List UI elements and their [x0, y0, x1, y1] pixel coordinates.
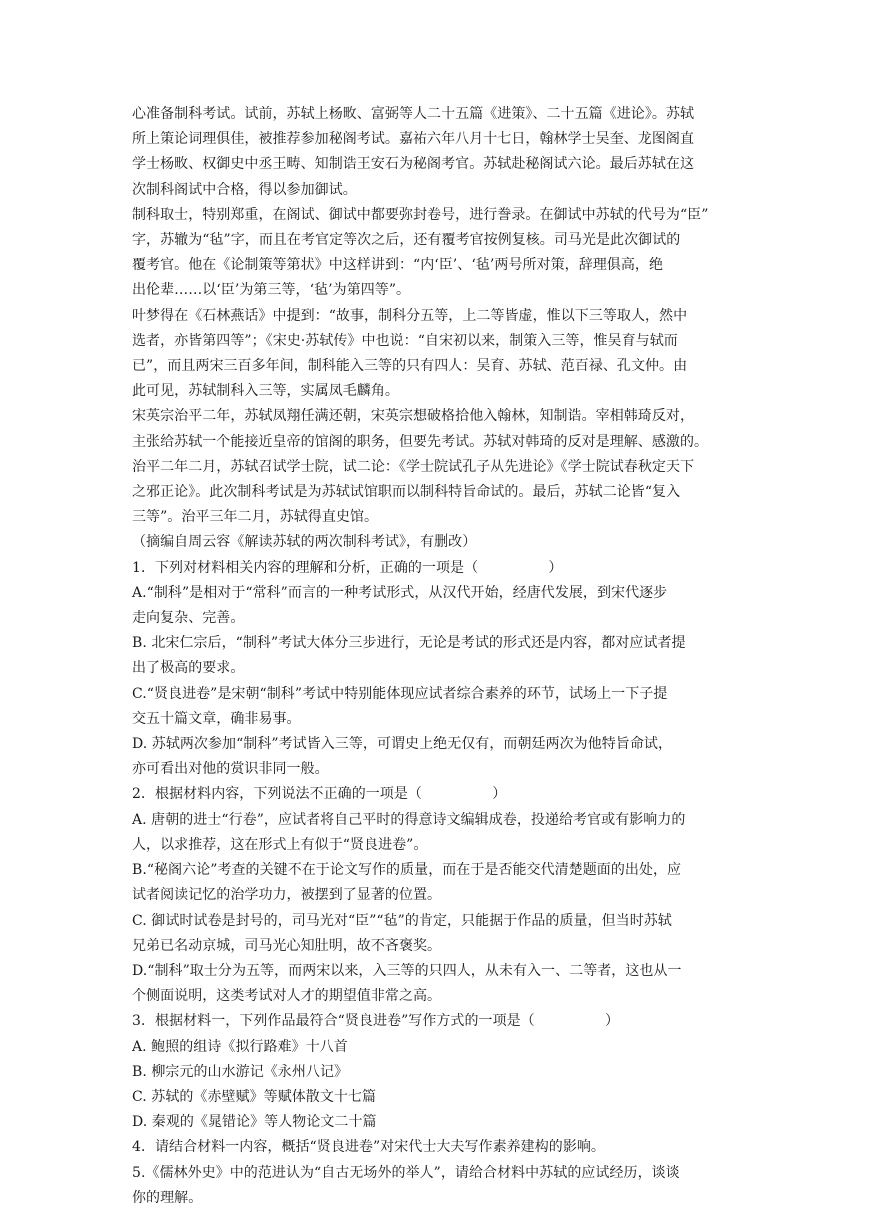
option-line: C. 御试时试卷是封号的，司马光对“臣”“毡”的肯定，只能据于作品的质量，但当时苏轼 — [132, 912, 672, 929]
option-line: B. 北宋仁宗后，“制科”考试大体分三步进行，无论是考试的形式还是内容，都对应试者提 — [132, 635, 686, 652]
option-line: B.“秘阁六论”考查的关键不在于论文写作的质量，而在于是否能交代清楚题面的出处，应 — [132, 862, 682, 879]
document-page — [132, 102, 737, 1211]
option-line: A. 鲍照的组诗《拟行路难》十八首 — [132, 1038, 348, 1055]
material-line: 主张给苏轼一个能接近皇帝的馆阁的职务，但要先考试。苏轼对韩琦的反对是理解、感激的。 — [132, 433, 709, 450]
material-line: 学士杨畋、权御史中丞王畴、知制诰王安石为秘阁考官。苏轼赴秘阁试六论。最后苏轼在这 — [132, 156, 694, 173]
option-line: 个侧面说明，这类考试对人才的期望值非常之高。 — [132, 988, 442, 1005]
option-line: D. 秦观的《晁错论》等人物论文二十篇 — [132, 1114, 377, 1131]
question-section — [132, 556, 737, 1211]
option-line: 亦可看出对他的赏识非同一般。 — [132, 761, 329, 778]
option-line: A.“制科”是相对于“常科”而言的一种考试形式，从汉代开始，经唐代发展，到宋代逐步 — [132, 584, 668, 601]
option-line: 人，以求推荐，这在形式上有似于“贤良进卷”。 — [132, 836, 428, 853]
material-line: 此可见，苏轼制科入三等，实属凤毛麟角。 — [132, 383, 399, 400]
question-stem: 1．下列对材料相关内容的理解和分析，正确的一项是（ ） — [132, 559, 563, 576]
question-stem: 3．根据材料一，下列作品最符合“贤良进卷”写作方式的一项是（ ） — [132, 1013, 620, 1030]
material-line: 治平二年二月，苏轼召试学士院，试二论：《学士院试孔子从先进论》《学士院试春秋定天下 — [132, 458, 695, 475]
material-line: 已”，而且两宋三百多年间，制科能入三等的只有四人：吴育、苏轼、范百禄、孔文仲。由 — [132, 358, 688, 375]
option-line: 出了极高的要求。 — [132, 660, 245, 677]
option-line: C.“贤良进卷”是宋朝“制科”考试中特别能体现应试者综合素养的环节，试场上一下子提 — [132, 685, 668, 702]
material-line: 宋英宗治平二年，苏轼凤翔任满还朝，宋英宗想破格拾他入翰林，知制诰。宰相韩琦反对， — [132, 408, 694, 425]
reading-material — [132, 102, 737, 556]
question-stem: 2．根据材料内容，下列说法不正确的一项是（ ） — [132, 786, 507, 803]
material-line: 字，苏辙为“毡”字，而且在考官定等次之后，还有覆考官按例复核。司马光是此次御试的 — [132, 232, 681, 249]
option-line: 交五十篇文章，确非易事。 — [132, 710, 301, 727]
question-stem: 4．请结合材料一内容，概括“贤良进卷”对宋代士大夫写作素养建构的影响。 — [132, 1139, 605, 1156]
option-line: C. 苏轼的《赤壁赋》等赋体散文十七篇 — [132, 1088, 377, 1105]
material-line: 出伦辈……以‘臣’为第三等，‘毡’为第四等”。 — [132, 282, 411, 299]
source-citation: （摘编自周云容《解读苏轼的两次制科考试》，有删改） — [132, 534, 477, 551]
material-line: 次制科阁试中合格，得以参加御试。 — [132, 181, 357, 198]
material-line: 之邪正论》。此次制科考试是为苏轼试馆职而以制科特旨命试的。最后，苏轼二论皆“复入 — [132, 484, 681, 501]
question-stem: 你的理解。 — [132, 1189, 203, 1206]
material-line: 覆考官。他在《论制策等第状》中这样讲到：“内‘臣’、‘毡’两号所对策，辞理俱高，绝 — [132, 257, 664, 274]
option-line: B. 柳宗元的山水游记《永州八记》 — [132, 1063, 349, 1080]
material-line: 叶梦得在《石林燕话》中提到：“故事，制科分五等，上二等皆虚，惟以下三等取人，然中 — [132, 307, 688, 324]
material-line: 心准备制科考试。试前，苏轼上杨畋、富弼等人二十五篇《进策》、二十五篇《进论》。苏轼 — [132, 106, 695, 122]
material-line: 三等”。治平三年二月，苏轼得直史馆。 — [132, 509, 379, 526]
question-stem: 5.《儒林外史》中的范进认为“自古无场外的举人”，请给合材料中苏轼的应试经历，谈谈 — [132, 1164, 680, 1181]
option-line: D. 苏轼两次参加“制科”考试皆入三等，可谓史上绝无仅有，而朝廷两次为他特旨命试， — [132, 736, 672, 753]
option-line: 试者阅读记忆的治学功力，被摆到了显著的位置。 — [132, 887, 442, 904]
option-line: 走向复杂、完善。 — [132, 610, 245, 627]
option-line: 兄弟已名动京城，司马光心知肚明，故不吝褒奖。 — [132, 937, 442, 954]
option-line: A. 唐朝的进士“行卷”，应试者将自己平时的得意诗文编辑成卷，投递给考官或有影响力的 — [132, 811, 686, 828]
material-line: 选者，亦皆第四等”；《宋史·苏轼传》中也说：“自宋初以来，制策入三等，惟吴育与轼而 — [132, 332, 678, 349]
material-line: 制科取士，特别郑重，在阁试、御试中都要弥封卷号，进行誊录。在御试中苏轼的代号为“臣” — [132, 206, 709, 223]
material-line: 所上策论词理俱佳，被推荐参加秘阁考试。嘉祐六年八月十七日，翰林学士吴奎、龙图阁直 — [132, 131, 694, 148]
option-line: D.“制科”取士分为五等，而两宋以来，入三等的只四人，从未有入一、二等者，这也从一 — [132, 962, 682, 979]
